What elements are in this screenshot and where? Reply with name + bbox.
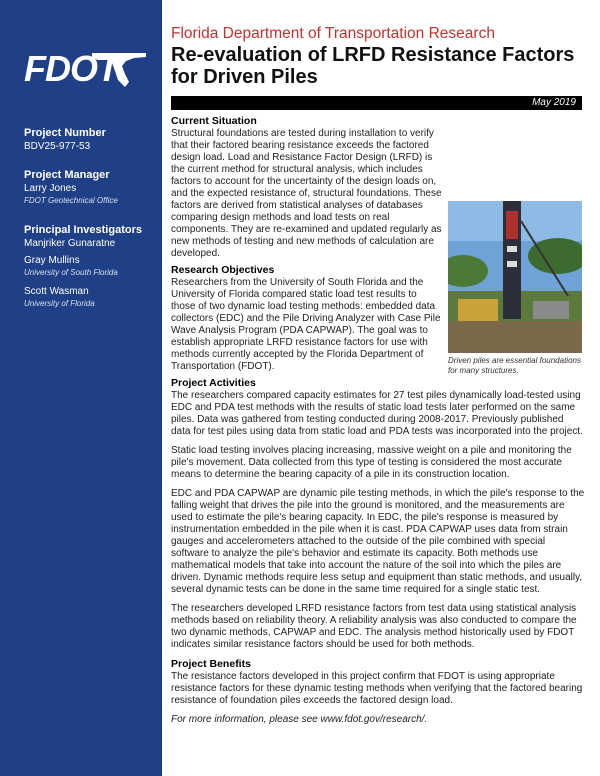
project-manager-block xyxy=(24,169,158,206)
current-situation-text: Structural foundations are tested during installation to verify that their factored bearing resistance exceeds the factored design load. Load and Resistance Factor Design (LRFD) is the current method for structural analysis, which includes factors to account for the uncertainty of the design loads on, and the expected resistance of, structural foundations. These factors are derived from statistical analyses of databases comparing design methods and load tests on real components. They are re-examined and updated regularly as new methods of testing and new methods of calculation are developed. xyxy=(171,128,442,259)
section-heading: Project Benefits xyxy=(171,658,251,670)
investigator-org: University of South Florida xyxy=(24,268,118,277)
project-number: BDV25-977-53 xyxy=(24,141,91,152)
project-number-label: Project Number xyxy=(24,127,106,139)
manager-name: Larry Jones xyxy=(24,183,77,194)
article-body xyxy=(171,115,585,726)
manager-org: FDOT Geotechnical Office xyxy=(24,196,118,205)
more-info-text: For more information, please see www.fdot.gov/research/. xyxy=(171,714,428,725)
logo-text: FDOT xyxy=(24,48,118,89)
photo-caption: Driven piles are essential foundations for many structures. xyxy=(448,356,581,375)
publication-date: May 2019 xyxy=(532,97,576,108)
investigators-block xyxy=(24,224,158,309)
investigator-name: Gray Mullins xyxy=(24,255,80,266)
header-org: Florida Department of Transportation Research xyxy=(171,25,495,42)
activities-paragraph: The researchers developed LRFD resistance factors from test data using statistical analysis methods based on reliability theory. A reliability analysis was also conducted to compare the two dynamic methods, CAPWAP and EDC. The analysis method historically used by FDOT indicates similar resistance factors should be used for both methods. xyxy=(171,603,577,650)
investigator-name: Manjriker Gunaratne xyxy=(24,238,116,249)
project-number-block xyxy=(24,127,158,153)
date-bar xyxy=(171,96,582,110)
fdot-logo xyxy=(22,44,150,90)
investigator-org: University of Florida xyxy=(24,299,95,308)
activities-paragraph: The researchers compared capacity estimates for 27 test piles dynamically load-tested using EDC and PDA test methods with the results of static load tests later performed on the same piles. Data was gathered from testing conducted during 2008-2017. Previously published data for test piles using data from static load and PDA tests was incorporated into the project. xyxy=(171,390,583,437)
research-objectives-text: Researchers from the University of South Florida and the University of Florida compared static load test results to those of two dynamic load testing methods: embedded data collectors (EDC) and the Pile Driving Analyzer with Case Pile Wave Analysis Program (PDA CAPWAP). The goal was to establish appropriate LRFD resistance factors for use with methods currently accepted by the Florida Department of Transportation (FDOT). xyxy=(171,277,441,372)
benefits-text: The resistance factors developed in this project confirm that FDOT is using appropriate resistance factors for these dynamic testing methods when verifying that the factored bearing resistance of foundation piles exceeds the factored design load. xyxy=(171,671,583,706)
section-heading: Project Activities xyxy=(171,377,256,389)
investigators-label: Principal Investigators xyxy=(24,224,142,236)
activities-paragraph: EDC and PDA CAPWAP are dynamic pile testing methods, in which the pile's response to the falling weight that drives the pile into the ground is monitored, and the measurements are used to estimate the pile's bearing capacity. In EDC, the pile's response is measured by instrumentation embedded in the pile when it is cast. PDA CAPWAP uses data from strain gauges and accelerometers attached to the outside of the pile combined with special software to analyze the pile's behavior and estimate its capacity. Both methods use mathematical models that take into account the nature of the soil into which the piles are driven. Dynamic methods require less setup and equipment than static methods, and usually, several dynamic tests can be done in the same time required for a single static test. xyxy=(171,488,585,595)
section-heading: Research Objectives xyxy=(171,264,275,276)
page-title: Re-evaluation of LRFD Resistance Factors for Driven Piles xyxy=(171,44,575,88)
section-heading: Current Situation xyxy=(171,115,257,127)
project-manager-label: Project Manager xyxy=(24,169,110,181)
sidebar xyxy=(0,0,162,776)
investigator-name: Scott Wasman xyxy=(24,286,89,297)
activities-paragraph: Static load testing involves placing increasing, massive weight on a pile and monitoring the pile's movement. Data collected from this type of testing is considered the most accurate means to determine the bearing capacity of a pile in its construction location. xyxy=(171,445,572,480)
